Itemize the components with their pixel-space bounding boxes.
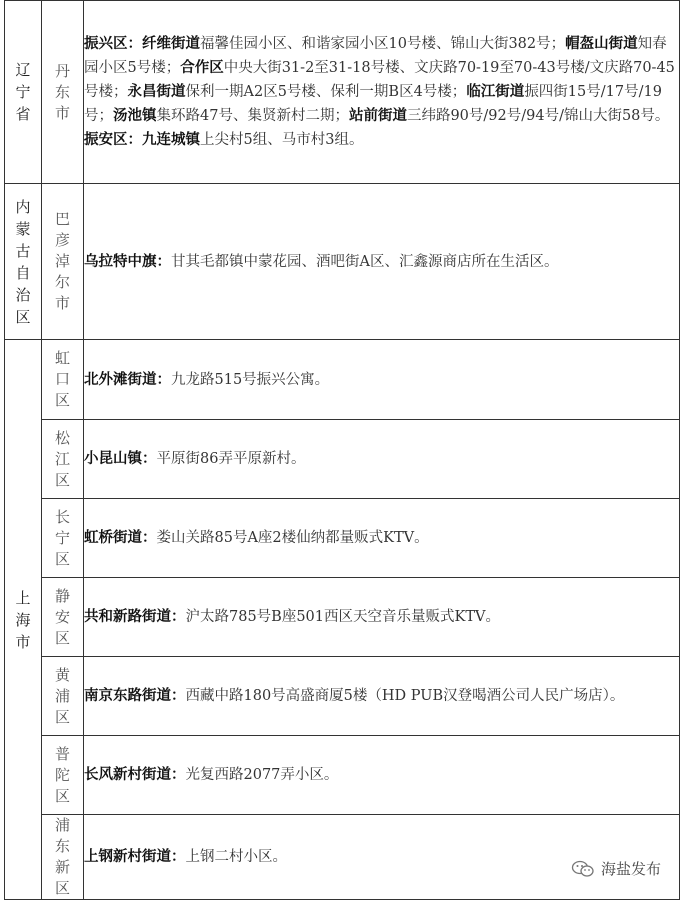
city-name: 虹口区 — [54, 349, 70, 409]
city-name: 浦东新区 — [54, 816, 70, 897]
city-cell — [42, 736, 84, 815]
area-cell — [84, 1, 680, 184]
province-cell — [5, 184, 42, 340]
area-paragraph — [84, 250, 679, 274]
city-name: 普陀区 — [54, 744, 70, 805]
province-name: 辽宁省 — [15, 61, 31, 123]
district-name: 临江街道 — [466, 83, 525, 100]
district-name: 永昌街道 — [127, 83, 186, 100]
watermark — [571, 858, 661, 879]
area-cell — [84, 340, 680, 420]
location-text: 上钢二村小区。 — [185, 849, 287, 865]
city-cell — [42, 1, 84, 184]
location-text: 平原街86弄平原新村。 — [156, 451, 306, 467]
location-text: 中央大街31-2至31-18号楼、文庆路70-19至70-43号楼/文庆路70-45号楼； — [84, 60, 675, 100]
area-cell — [84, 578, 680, 657]
location-text: 保利一期A2区5号楼、保利一期B区4号楼； — [185, 84, 467, 100]
city-cell — [42, 184, 84, 340]
district-name: 帽盔山街道 — [565, 35, 638, 52]
location-text: 三纬路90号/92号/94号/锦山大街58号。 — [406, 108, 670, 124]
location-text: 光复西路2077弄小区。 — [185, 767, 339, 783]
district-name: 振安区： — [84, 131, 142, 148]
area-paragraph — [84, 128, 679, 152]
city-name: 长宁区 — [54, 507, 70, 568]
location-text: 娄山关路85号A座2楼仙纳都量贩式KTV。 — [156, 530, 429, 546]
district-name: 共和新路街道： — [84, 608, 186, 625]
area-cell — [84, 657, 680, 736]
province-cell — [5, 340, 42, 900]
table-row — [5, 499, 680, 578]
area-paragraph — [84, 684, 679, 708]
district-name: 纤维街道 — [142, 35, 200, 52]
location-text: 福馨佳园小区、和谐家园小区10号楼、锦山大街382号； — [200, 36, 566, 52]
district-name: 长风新村街道： — [84, 766, 186, 783]
city-name: 丹东市 — [54, 61, 70, 122]
table-row — [5, 340, 680, 420]
location-text: 上尖村5组、马市村3组。 — [200, 132, 364, 148]
area-paragraph — [84, 32, 679, 128]
location-text: 振四街15号/17号/19号； — [84, 84, 662, 124]
city-cell — [42, 657, 84, 736]
location-text: 九龙路515号振兴公寓。 — [171, 371, 330, 388]
area-paragraph — [84, 368, 679, 392]
area-paragraph — [84, 763, 679, 787]
location-text: 知春园小区5号楼； — [84, 36, 667, 76]
table-row — [5, 1, 680, 184]
area-cell — [84, 736, 680, 815]
table-row — [5, 578, 680, 657]
location-text: 集环路47号、集贤新村二期； — [156, 108, 349, 124]
wechat-icon — [571, 860, 595, 878]
location-text: 沪太路785号B座501西区天空音乐量贩式KTV。 — [185, 609, 500, 625]
district-name: 合作区 — [180, 59, 224, 76]
district-name: 小昆山镇： — [84, 450, 157, 467]
table-row — [5, 815, 680, 900]
table-row — [5, 420, 680, 499]
location-text: 甘其毛都镇中蒙花园、酒吧街A区、汇鑫源商店所在生活区。 — [171, 253, 559, 270]
city-name: 巴彦淖尔市 — [54, 210, 70, 312]
area-paragraph — [84, 526, 679, 550]
location-text: 西藏中路180号高盛商厦5楼（HD PUB汉登喝酒公司人民广场店）。 — [185, 688, 625, 704]
city-name: 黄浦区 — [54, 665, 70, 726]
area-cell — [84, 420, 680, 499]
risk-area-table — [4, 0, 680, 900]
area-cell — [84, 184, 680, 340]
district-name: 虹桥街道： — [84, 529, 157, 546]
city-cell — [42, 340, 84, 420]
area-paragraph — [84, 447, 679, 471]
watermark-text: 海盐发布 — [600, 860, 661, 878]
city-cell — [42, 815, 84, 900]
table-row — [5, 184, 680, 340]
province-name: 内蒙古自治区 — [15, 197, 31, 326]
district-name: 乌拉特中旗： — [84, 252, 171, 270]
table-row — [5, 657, 680, 736]
province-cell — [5, 1, 42, 184]
city-cell — [42, 578, 84, 657]
district-name: 上钢新村街道： — [84, 848, 186, 865]
area-paragraph — [84, 605, 679, 629]
district-name: 汤池镇 — [113, 107, 157, 124]
district-name: 北外滩街道： — [84, 370, 171, 388]
city-name: 静安区 — [54, 586, 70, 647]
city-name: 松江区 — [54, 428, 70, 489]
province-name: 上海市 — [15, 588, 31, 651]
district-name: 南京东路街道： — [84, 687, 186, 704]
area-cell — [84, 815, 680, 900]
city-cell — [42, 420, 84, 499]
city-cell — [42, 499, 84, 578]
district-name: 九连城镇 — [142, 131, 200, 148]
district-name: 振兴区： — [84, 35, 142, 52]
table-row — [5, 736, 680, 815]
area-cell — [84, 499, 680, 578]
district-name: 站前街道 — [348, 107, 407, 124]
